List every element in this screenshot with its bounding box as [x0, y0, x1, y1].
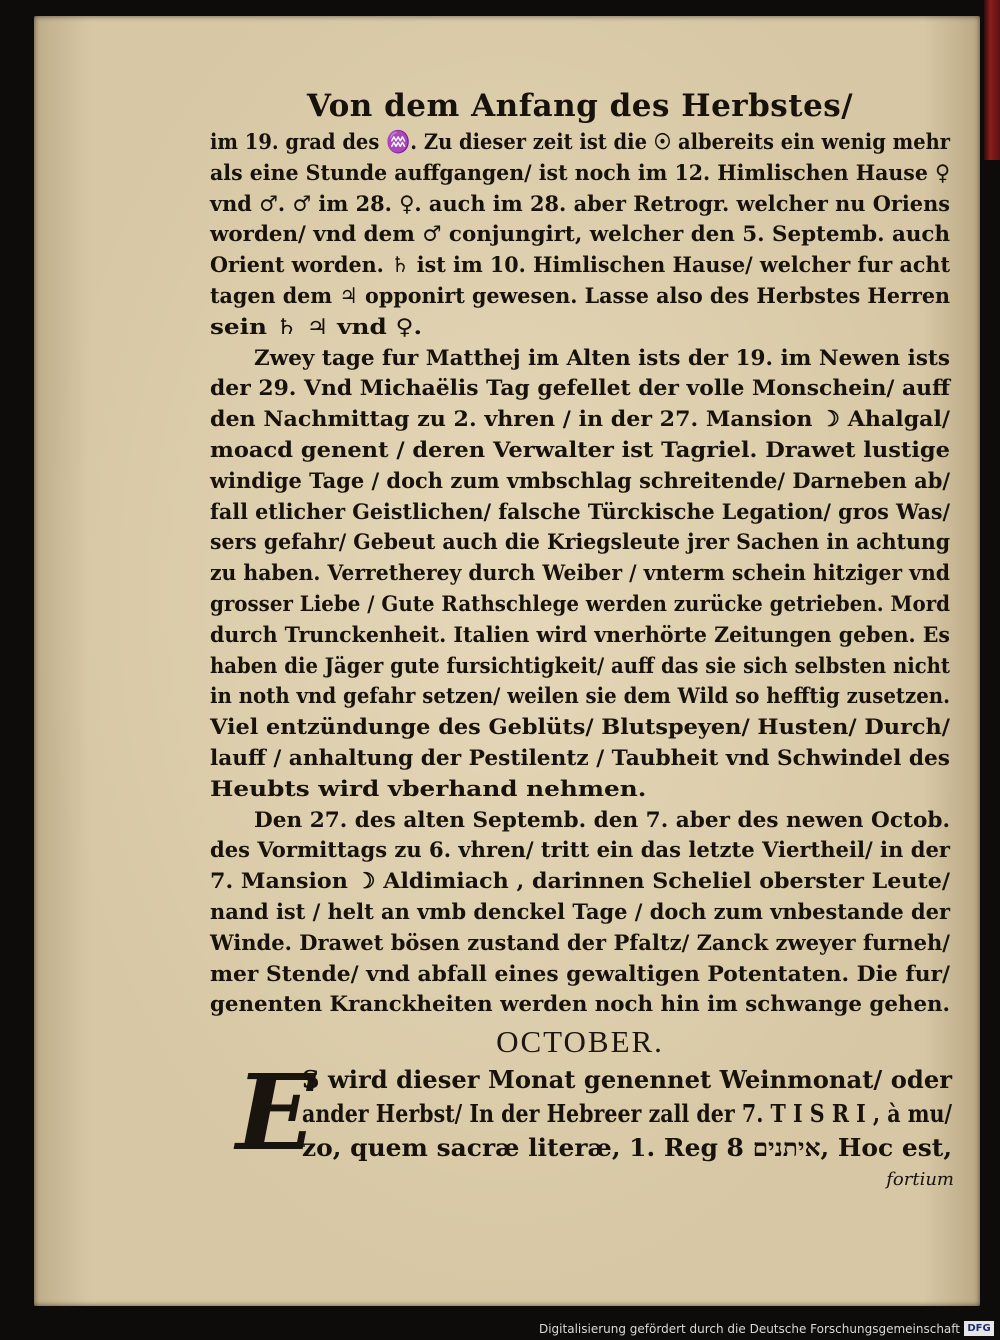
text-line: worden/ vnd dem ♂ conjungirt, welcher den 5. Septemb. auch — [210, 222, 950, 248]
text-line: nand ist / helt an vmb denckel Tage / doch zum vnbestande der — [210, 899, 950, 925]
text-line: Heubts wird vberhand nehmen. — [210, 776, 647, 802]
text-line: S wird dieser Monat genennet Weinmonat/ oder — [302, 1065, 952, 1095]
paragraph-3 — [210, 806, 950, 1022]
text-line: vnd ♂. ♂ im 28. ♀. auch im 28. aber Retrogr. welcher nu Oriens — [210, 191, 950, 217]
text-line: grosser Liebe / Gute Rathschlege werden zurücke getrieben. Mord — [210, 591, 950, 617]
text-line: 7. Mansion ☽ Aldimiach , darinnen Scheliel oberster Leute/ — [210, 869, 951, 895]
text-line: in noth vnd gefahr setzen/ weilen sie dem Wild so hefftig zusetzen. — [210, 684, 950, 710]
text-line: genenten Kranckheiten werden noch hin im schwange gehen. — [210, 992, 950, 1018]
october-intro — [210, 1051, 954, 1191]
text-line: Zwey tage fur Matthej im Alten ists der 19. im Newen ists — [254, 345, 950, 371]
text-line: sein ♄ ♃ vnd ♀. — [210, 314, 423, 340]
text-line: zo, quem sacræ literæ, 1. Reg 8 איתנים, Hoc est, — [302, 1133, 952, 1163]
text-line: Den 27. des alten Septemb. den 7. aber des newen Octob. — [254, 807, 950, 833]
text-line: moacd genent / deren Verwalter ist Tagriel. Drawet lustige — [210, 437, 951, 463]
book-edge-strip — [984, 0, 1000, 160]
funding-notice: Digitalisierung gefördert durch die Deutsche Forschungsgemeinschaft — [538, 1322, 960, 1336]
text-line: sers gefahr/ Gebeut auch die Kriegsleute jrer Sachen in achtung — [210, 530, 950, 556]
catchword: fortium — [886, 1169, 954, 1191]
text-line: im 19. grad des ♒. Zu dieser zeit ist die ☉ albereits ein wenig mehr — [210, 130, 950, 155]
text-line: durch Trunckenheit. Italien wird vnerhörte Zeitungen geben. Es — [210, 622, 950, 648]
text-line: fall etlicher Geistlichen/ falsche Türckische Legation/ gros Was/ — [210, 499, 950, 525]
footer-bar — [0, 1314, 1000, 1340]
scanned-page — [34, 16, 980, 1306]
decorated-initial: E — [236, 1051, 316, 1175]
text-line: lauff / anhaltung der Pestilentz / Taubheit vnd Schwindel des — [210, 745, 950, 771]
text-line: zu haben. Verretherey durch Weiber / vnterm schein hitziger vnd — [210, 561, 950, 587]
text-block — [210, 84, 954, 1191]
dfg-logo: DFG — [964, 1321, 994, 1336]
text-line: tagen dem ♃ opponirt gewesen. Lasse also des Herbstes Herren — [210, 283, 950, 309]
text-line: haben die Jäger gute fursichtigkeit/ auff das sie sich selbsten nicht — [210, 653, 950, 679]
text-line: mer Stende/ vnd abfall eines gewaltigen Potentaten. Die fur/ — [210, 961, 951, 987]
text-line: Orient worden. ♄ ist im 10. Himlischen Hause/ welcher fur acht — [210, 253, 950, 279]
text-line: Viel entzündunge des Geblüts/ Blutspeyen/ Husten/ Durch/ — [210, 715, 950, 741]
paragraph-1 — [210, 128, 950, 344]
running-head: Von dem Anfang des Herbstes/ — [306, 88, 854, 124]
paragraph-2 — [210, 344, 950, 806]
text-line: des Vormittags zu 6. vhren/ tritt ein das letzte Viertheil/ in der — [210, 838, 950, 864]
text-line: den Nachmittag zu 2. vhren / in der 27. Mansion ☽ Ahalgal/ — [210, 407, 950, 433]
text-line: der 29. Vnd Michaëlis Tag gefellet der volle Monschein/ auff — [210, 376, 951, 402]
text-line: Winde. Drawet bösen zustand der Pfaltz/ Zanck zweyer furneh/ — [210, 930, 950, 956]
october-text — [302, 1063, 952, 1165]
text-line: ander Herbst/ In der Hebreer zall der 7. T I S R I , à mu/ — [302, 1099, 952, 1129]
section-heading-october: OCTOBER. — [496, 1024, 664, 1060]
text-line: als eine Stunde auffgangen/ ist noch im 12. Himlischen Hause ♀ — [210, 160, 950, 186]
text-line: windige Tage / doch zum vmbschlag schreitende/ Darneben ab/ — [210, 468, 950, 494]
